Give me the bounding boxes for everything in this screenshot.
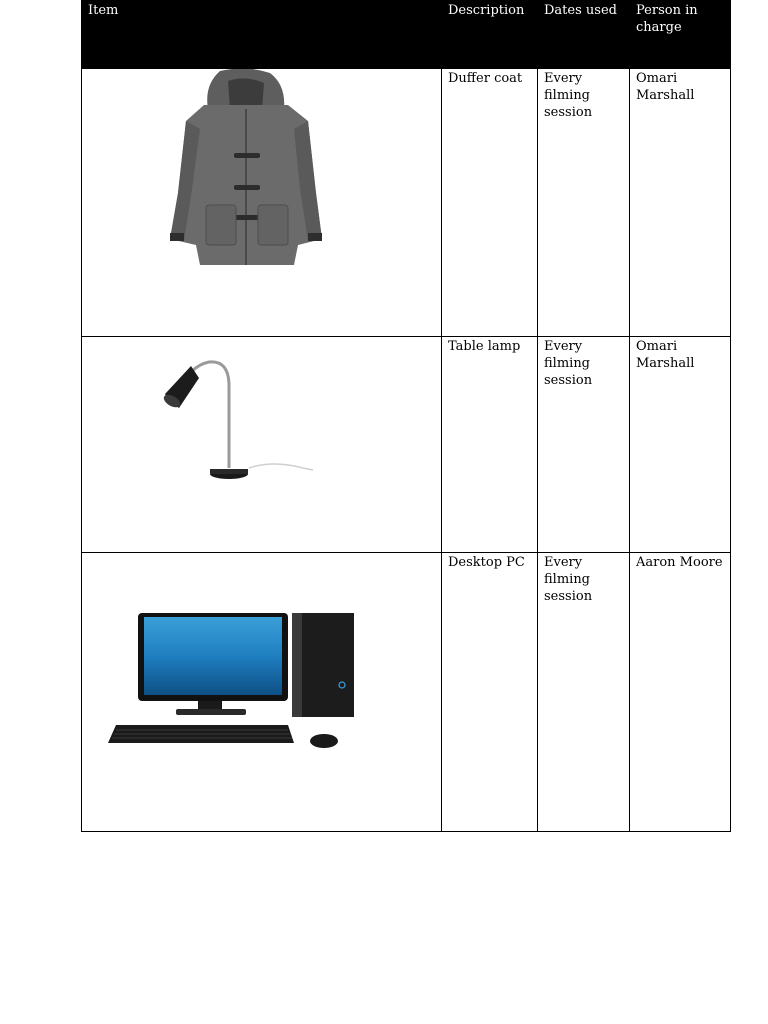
item-cell — [82, 553, 442, 832]
item-cell — [82, 69, 442, 337]
description-cell: Desktop PC — [442, 553, 538, 832]
props-table — [81, 0, 731, 832]
dates-used-cell: Every filming session — [538, 337, 630, 553]
item-cell — [82, 337, 442, 553]
header-dates-used: Dates used — [538, 1, 630, 69]
header-description: Description — [442, 1, 538, 69]
person-in-charge-cell: Omari Marshall — [630, 337, 731, 553]
header-row — [82, 1, 731, 69]
table-row — [82, 337, 731, 553]
description-cell: Duffer coat — [442, 69, 538, 337]
dates-used-cell: Every filming session — [538, 69, 630, 337]
dates-used-cell: Every filming session — [538, 553, 630, 832]
table-row — [82, 69, 731, 337]
person-in-charge-cell: Aaron Moore — [630, 553, 731, 832]
table-lamp-picture — [153, 337, 327, 507]
description-cell: Table lamp — [442, 337, 538, 553]
desktop-pc-picture — [98, 603, 368, 763]
header-person-in-charge: Person in charge — [630, 1, 731, 69]
header-item: Item — [82, 1, 442, 69]
person-in-charge-cell: Omari Marshall — [630, 69, 731, 337]
table-row — [82, 553, 731, 832]
duffle-coat-picture — [148, 69, 344, 269]
